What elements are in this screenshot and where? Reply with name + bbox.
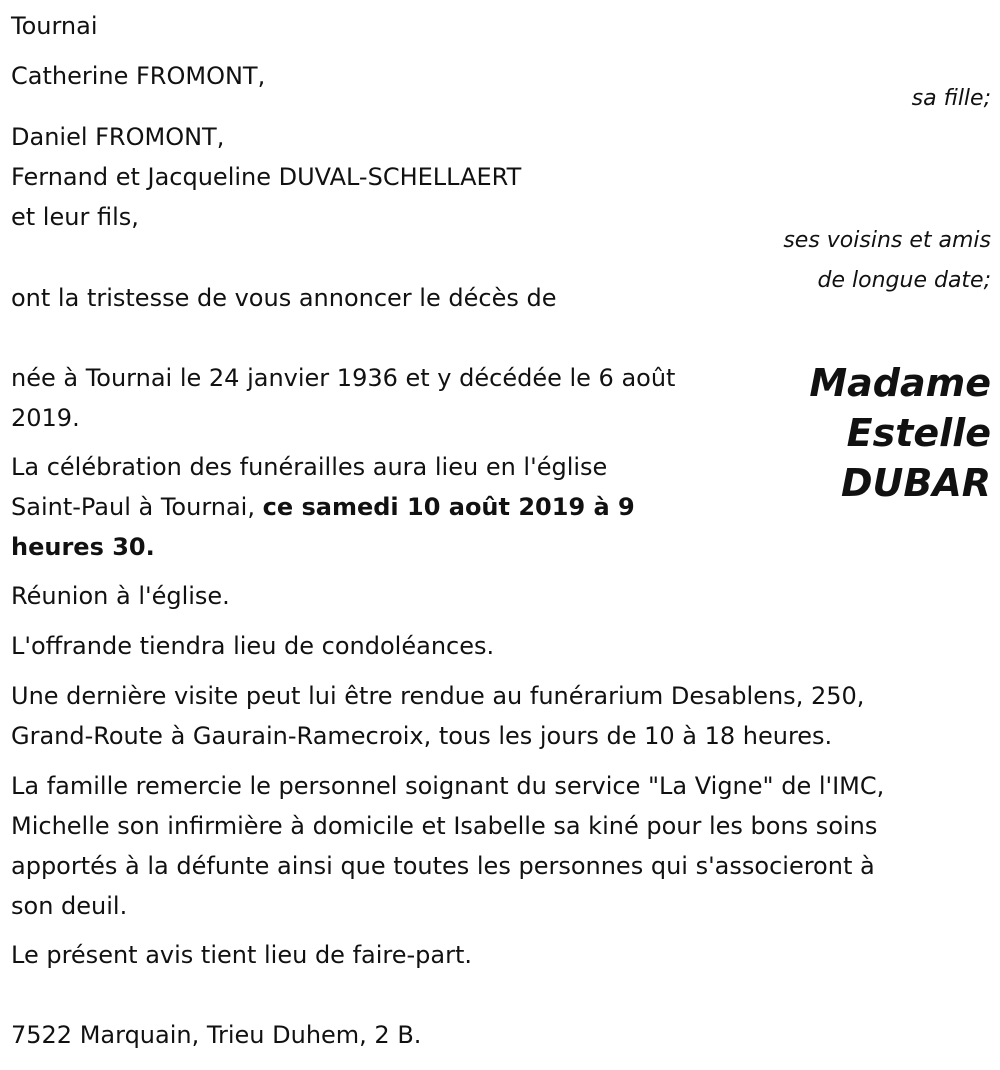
neighbors-role-line1: ses voisins et amis [783, 228, 991, 253]
birth-line: née à Tournai le 24 janvier 1936 et y décédée le 6 août [11, 364, 676, 392]
neighbor-line: Daniel FROMONT, [11, 123, 225, 151]
funeral-time: heures 30. [11, 533, 155, 561]
deceased-name [809, 358, 991, 508]
visit-line: Grand-Route à Gaurain-Ramecroix, tous les jours de 10 à 18 heures. [11, 722, 833, 750]
funeral-date: ce samedi 10 août 2019 à 9 [262, 493, 635, 521]
neighbor-line: Fernand et Jacqueline DUVAL-SCHELLAERT [11, 163, 522, 191]
deceased-first-name: Estelle [846, 411, 991, 455]
neighbor-line: et leur fils, [11, 203, 139, 231]
thanks-line: Michelle son infirmière à domicile et Isabelle sa kiné pour les bons soins [11, 812, 878, 840]
city-heading: Tournai [11, 12, 98, 40]
daughter-name: Catherine FROMONT, [11, 62, 266, 90]
funeral-location: Saint-Paul à Tournai, [11, 493, 263, 521]
funeral-line [11, 487, 635, 527]
funeral-line: La célébration des funérailles aura lieu en l'église [11, 453, 608, 481]
visit-line: Une dernière visite peut lui être rendue au funérarium Desablens, 250, [11, 682, 865, 710]
thanks-line: La famille remercie le personnel soignant du service "La Vigne" de l'IMC, [11, 772, 885, 800]
thanks-line: son deuil. [11, 892, 128, 920]
reunion-text: Réunion à l'église. [11, 582, 230, 610]
daughter-role: sa fille; [911, 86, 991, 111]
offrande-text: L'offrande tiendra lieu de condoléances. [11, 632, 495, 660]
deceased-title: Madame [809, 361, 991, 405]
funeral-line [11, 527, 155, 567]
neighbors-role-line2: de longue date; [817, 268, 991, 293]
deceased-last-name: DUBAR [840, 461, 991, 505]
address-text: 7522 Marquain, Trieu Duhem, 2 B. [11, 1021, 422, 1049]
birth-line: 2019. [11, 404, 80, 432]
announcement-text: ont la tristesse de vous annoncer le décès de [11, 284, 557, 312]
faire-part-text: Le présent avis tient lieu de faire-part. [11, 941, 473, 969]
thanks-line: apportés à la défunte ainsi que toutes les personnes qui s'associeront à [11, 852, 875, 880]
